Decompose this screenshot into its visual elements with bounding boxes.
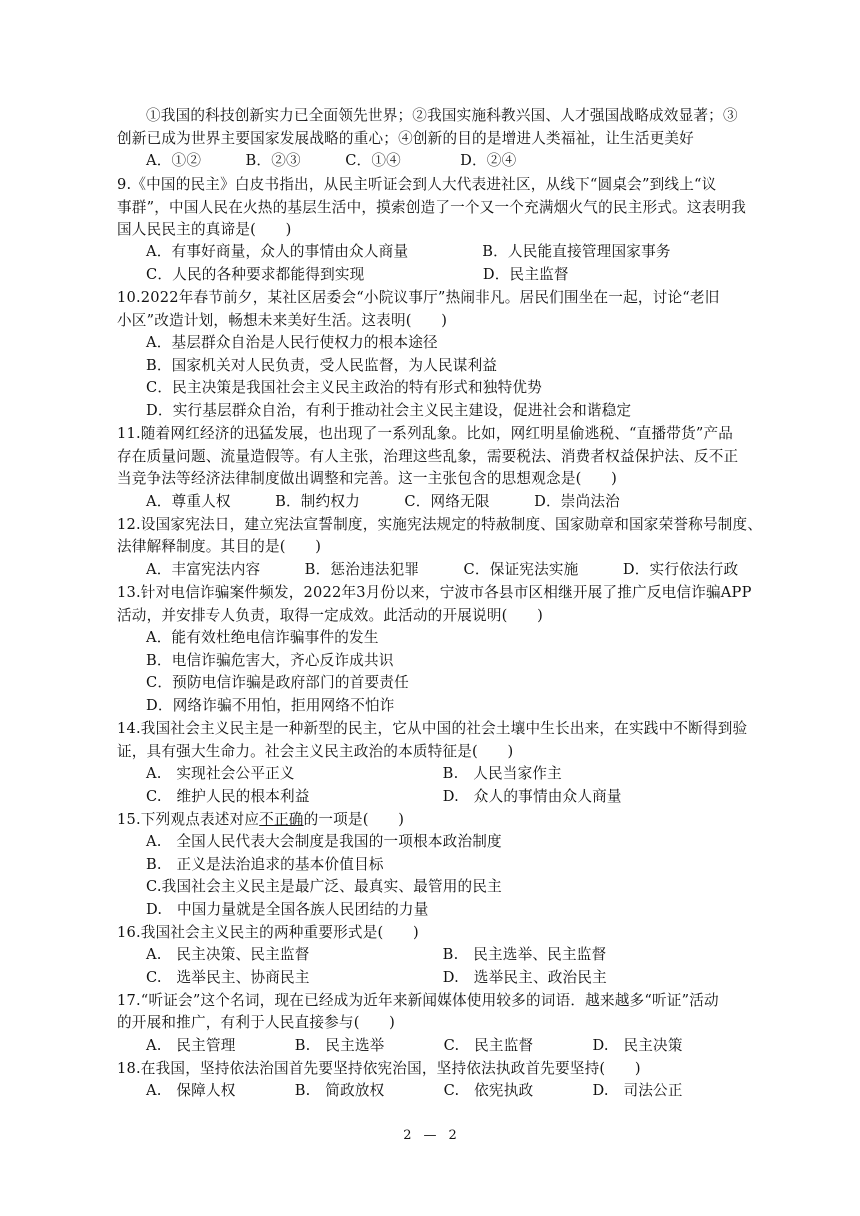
text-line: 当竞争法等经济法律制度做出调整和完善。这一主张包含的思想观念是( )	[117, 470, 617, 487]
question-18-stem: 18.在我国，坚持依法治国首先要坚持依宪治国，坚持依法执政首先要坚持( )	[117, 1060, 641, 1077]
option-line: A．丰富宪法内容 B．惩治违法犯罪 C．保证宪法实施 D．实行依法行政	[146, 561, 739, 578]
stem-prefix: 15.下列观点表述对应	[117, 811, 260, 828]
text-line: 证，具有强大生命力。社会主义民主政治的本质特征是( )	[117, 743, 514, 760]
text-line: 事群”，中国人民在火热的基层生活中，摸索创造了一个又一个充满烟火气的民主形式。这表明我	[117, 199, 747, 216]
option-line: C．人民的各种要求都能得到实现 D．民主监督	[146, 266, 569, 283]
option-line: A. 实现社会公平正义 B. 人民当家作主	[146, 765, 562, 782]
option-line: B．电信诈骗危害大，齐心反诈成共识	[146, 652, 394, 669]
page-total: 2	[448, 1128, 457, 1143]
option-line: A. 民主决策、民主监督 B. 民主选举、民主监督	[146, 946, 607, 963]
question-15-stem	[117, 810, 404, 830]
question-16-stem: 16.我国社会主义民主的两种重要形式是( )	[117, 924, 419, 941]
text-line: 国人民民主的真谛是( )	[117, 221, 292, 238]
text-line: 活动，并安排专人负责，取得一定成效。此活动的开展说明( )	[117, 607, 544, 624]
page-footer	[0, 1128, 860, 1143]
option-line: D．实行基层群众自治，有利于推动社会主义民主建设，促进社会和谐稳定	[146, 402, 632, 419]
text-line: 存在质量问题、流量造假等。有人主张，治理这些乱象，需要税法、消费者权益保护法、反不正	[117, 448, 739, 465]
option-line: D．网络诈骗不用怕，拒用网络不怕诈	[146, 697, 395, 714]
option-line: A．尊重人权 B．制约权力 C．网络无限 D．崇尚法治	[146, 493, 620, 510]
option-line: C．民主决策是我国社会主义民主政治的特有形式和独特优势	[146, 379, 543, 396]
question-14-stem: 14.我国社会主义民主是一种新型的民主，它从中国的社会土壤中生长出来，在实践中不断得到验	[117, 720, 748, 737]
question-13-stem: 13.针对电信诈骗案件频发，2022年3月份以来，宁波市各县市区相继开展了推广反电信诈骗APP	[117, 584, 752, 601]
option-line: C．预防电信诈骗是政府部门的首要责任	[146, 674, 409, 691]
text-line: 创新已成为世界主要国家发展战略的重心；④创新的目的是增进人类福祉，让生活更美好	[117, 130, 694, 147]
option-line: A. 保障人权 B. 简政放权 C. 依宪执政 D. 司法公正	[146, 1082, 683, 1099]
text-line: 的开展和推广，有利于人民直接参与( )	[117, 1014, 396, 1031]
text-line: 法律解释制度。其目的是( )	[117, 538, 322, 555]
option-line: C.我国社会主义民主是最广泛、最真实、最管用的民主	[146, 878, 502, 895]
option-line: B. 正义是法治追求的基本价值目标	[146, 856, 384, 873]
option-line: C. 维护人民的根本利益 D. 众人的事情由众人商量	[146, 788, 622, 805]
question-10-stem: 10.2022年春节前夕，某社区居委会“小院议事厅”热闹非凡。居民们围坐在一起，讨论“老旧	[117, 289, 720, 306]
question-12-stem: 12.设国家宪法日，建立宪法宣誓制度，实施宪法规定的特赦制度、国家勋章和国家荣誉称号制度、	[117, 516, 763, 533]
option-line: A．基层群众自治是人民行使权力的根本途径	[146, 334, 438, 351]
option-line: D. 中国力量就是全国各族人民团结的力量	[146, 901, 429, 918]
option-line: A．有事好商量，众人的事情由众人商量 B．人民能直接管理国家事务	[146, 243, 671, 260]
option-line: A. 民主管理 B. 民主选举 C. 民主监督 D. 民主决策	[146, 1037, 683, 1054]
text-line: 小区”改造计划，畅想未来美好生活。这表明( )	[117, 312, 448, 329]
page-separator: —	[423, 1128, 437, 1143]
question-9-stem: 9.《中国的民主》白皮书指出，从民主听证会到人大代表进社区，从线下“圆桌会”到线上“议	[117, 176, 717, 193]
option-line: C. 选举民主、协商民主 D. 选举民主、政治民主	[146, 969, 607, 986]
stem-suffix: 的一项是( )	[303, 811, 405, 828]
underlined-keyword: 不正确	[259, 811, 304, 828]
page-number: 2	[403, 1128, 412, 1143]
question-17-stem: 17.“听证会”这个名词，现在已经成为近年来新闻媒体使用较多的词语．越来越多“听证”活动	[117, 992, 719, 1009]
option-line: B．国家机关对人民负责，受人民监督，为人民谋利益	[146, 357, 498, 374]
question-11-stem: 11.随着网红经济的迅猛发展，也出现了一系列乱象。比如，网红明星偷逃税、“直播带货”产品	[117, 425, 734, 442]
option-line: A. 全国人民代表大会制度是我国的一项根本政治制度	[146, 833, 502, 850]
option-line: A．能有效杜绝电信诈骗事件的发生	[146, 629, 379, 646]
text-line: A．①② B．②③ C．①④ D．②④	[146, 152, 517, 169]
text-line: ①我国的科技创新实力已全面领先世界；②我国实施科教兴国、人才强国战略成效显著；③	[146, 107, 738, 124]
